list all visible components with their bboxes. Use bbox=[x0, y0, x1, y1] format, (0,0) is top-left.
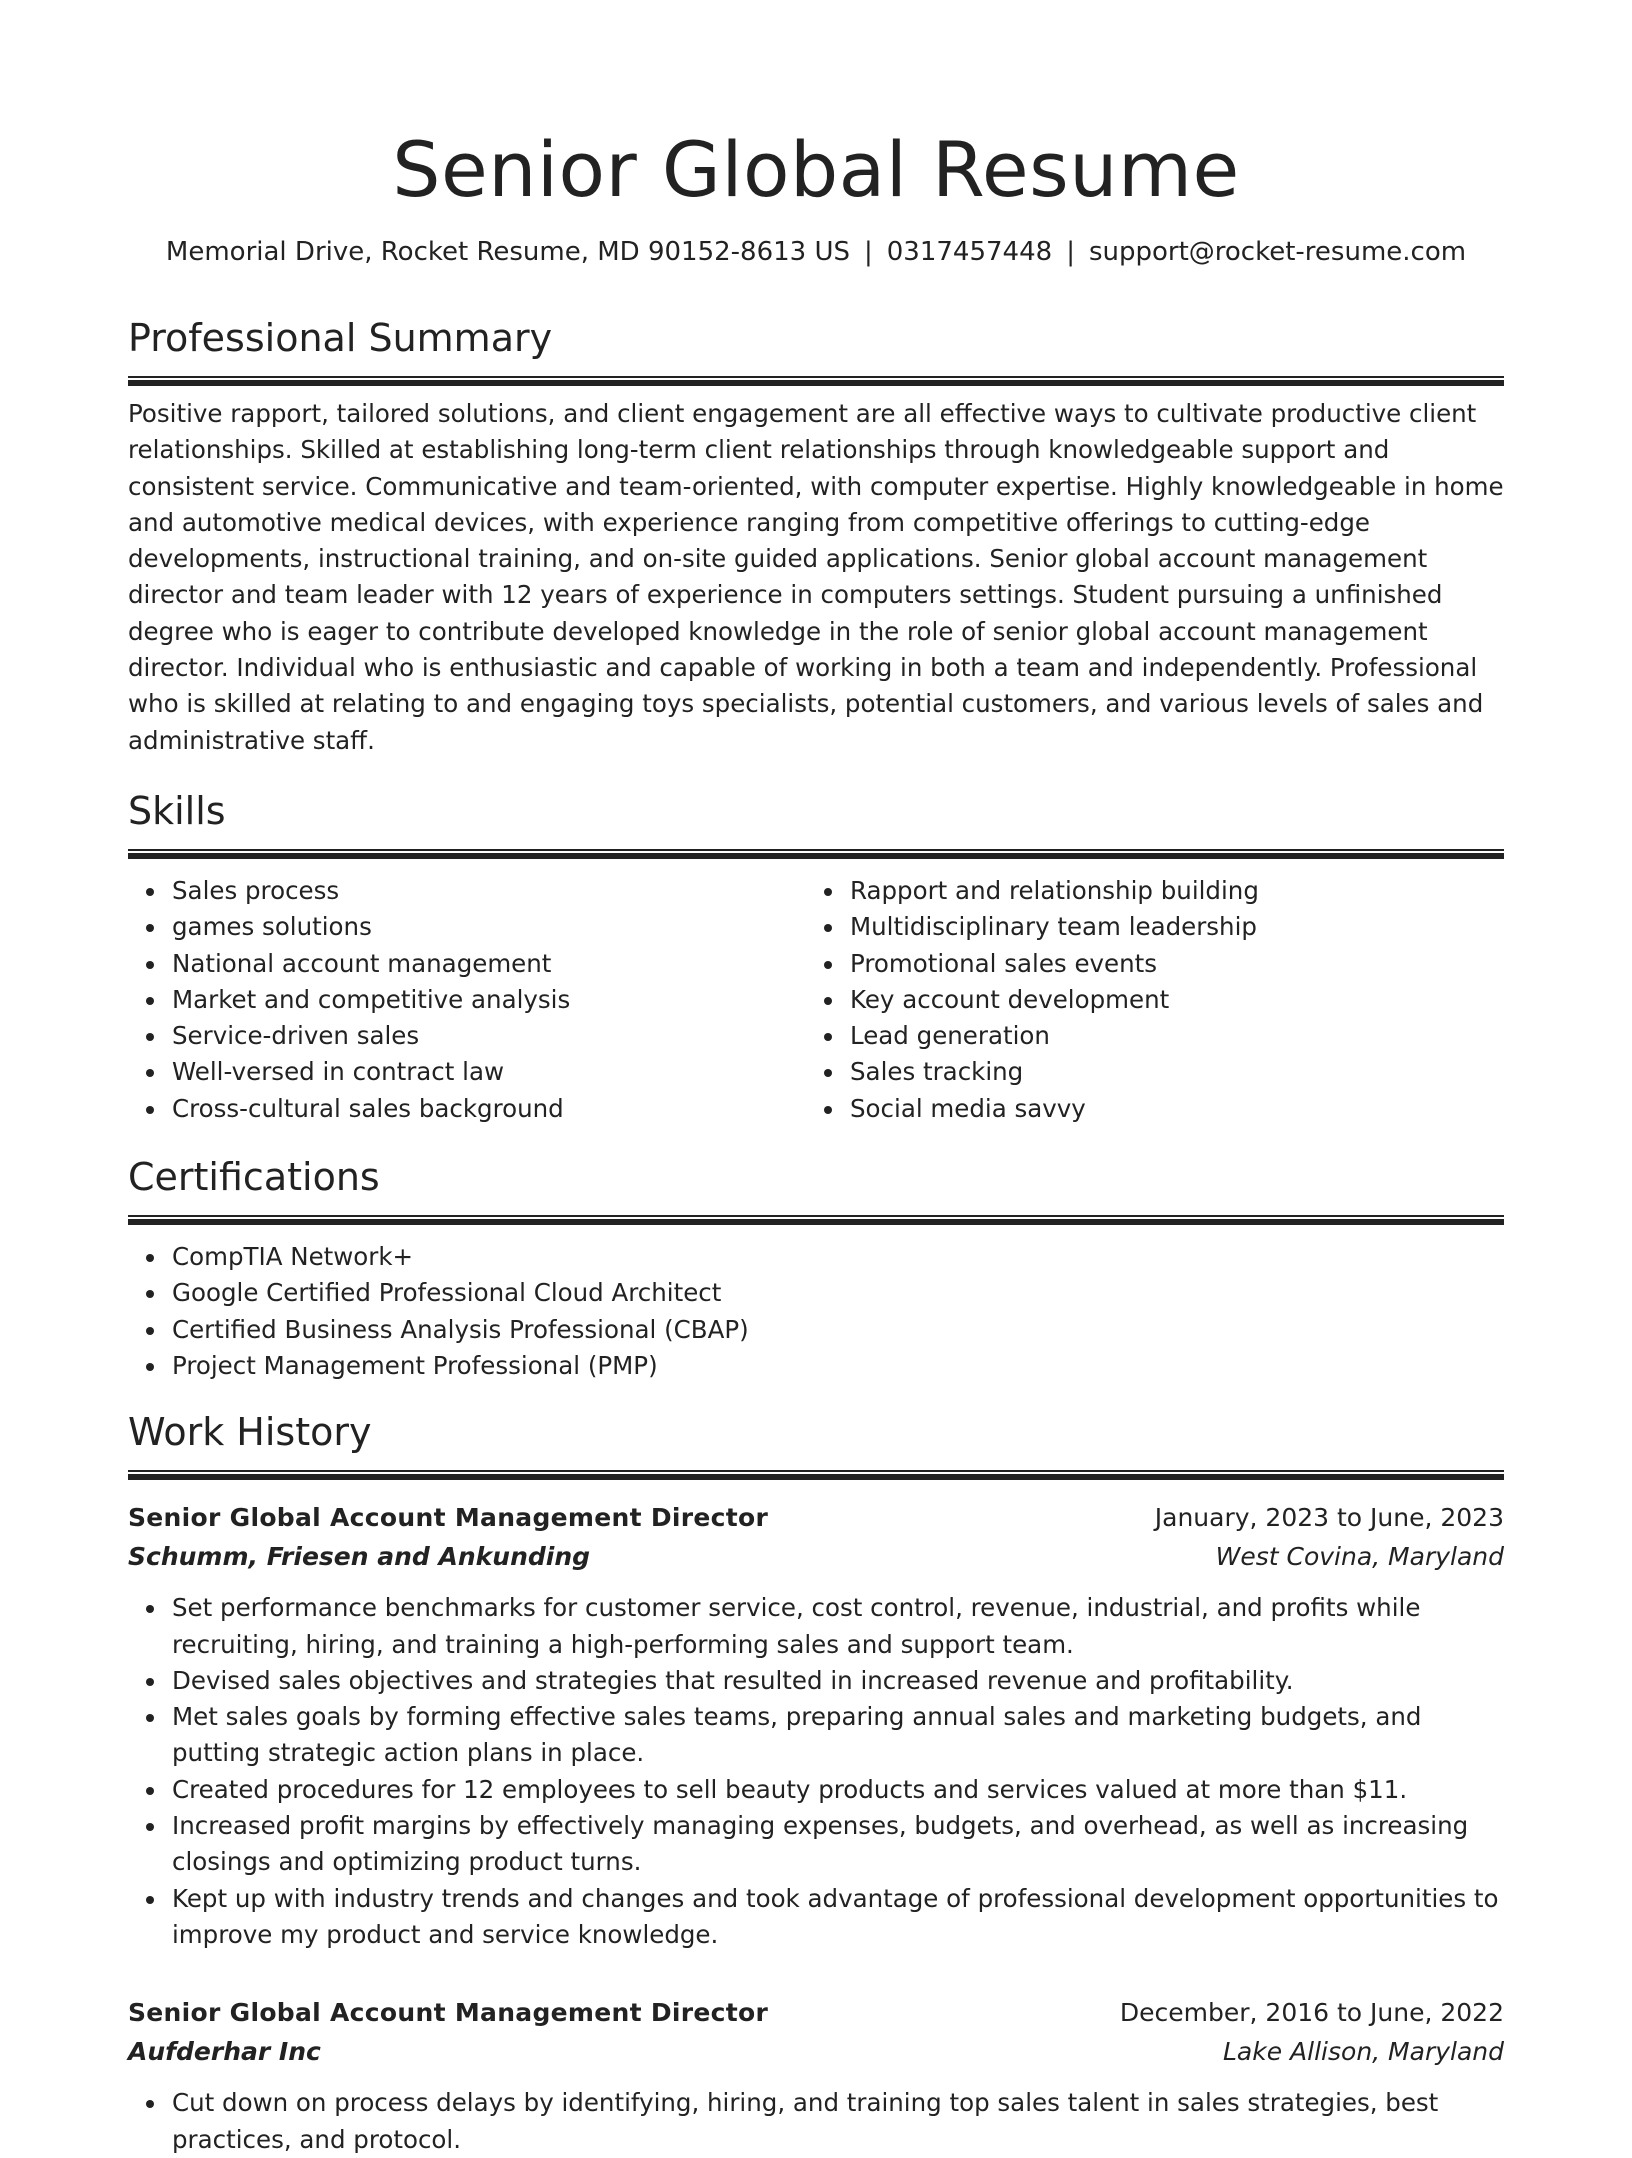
job-dates: January, 2023 to June, 2023 bbox=[1154, 1503, 1504, 1533]
skills-section bbox=[128, 787, 1504, 1127]
certification-item: CompTIA Network+ bbox=[172, 1239, 1504, 1275]
job-bullet: Created procedures for 12 employees to sell beauty products and services valued at more than $11. bbox=[172, 1772, 1504, 1808]
contact-separator: | bbox=[1066, 237, 1075, 267]
section-divider bbox=[128, 1215, 1504, 1225]
certification-item: Google Certified Professional Cloud Architect bbox=[172, 1275, 1504, 1311]
job-bullet: Set performance benchmarks for customer service, cost control, revenue, industrial, and profits while recruiting, hiring, and training a high-performing sales and support team. bbox=[172, 1590, 1504, 1663]
job-entry bbox=[128, 1993, 1504, 2158]
skill-item: Well-versed in contract law bbox=[172, 1054, 806, 1090]
section-divider bbox=[128, 376, 1504, 386]
section-divider bbox=[128, 1470, 1504, 1480]
job-header-row bbox=[128, 1498, 1504, 1538]
resume-name: Senior Global Resume bbox=[392, 125, 1240, 214]
job-bullet: Increased profit margins by effectively managing expenses, budgets, and overhead, as well as increasing closings and optimizing product turns. bbox=[172, 1808, 1504, 1881]
job-bullets bbox=[128, 2085, 1504, 2158]
certifications-list bbox=[128, 1239, 1504, 1384]
job-entry bbox=[128, 1498, 1504, 1953]
job-bullet: Cut down on process delays by identifying, hiring, and training top sales talent in sales strategies, best practices, and protocol. bbox=[172, 2085, 1504, 2158]
contact-line bbox=[128, 234, 1504, 270]
job-company-row bbox=[128, 2033, 1504, 2071]
skill-item: Key account development bbox=[850, 982, 1484, 1018]
contact-address: Memorial Drive, Rocket Resume, MD 90152-8613 US bbox=[165, 237, 850, 267]
skills-list-left bbox=[128, 873, 806, 1127]
section-title-summary: Professional Summary bbox=[128, 316, 553, 360]
contact-separator: | bbox=[864, 237, 873, 267]
job-title: Senior Global Account Management Director bbox=[128, 1503, 769, 1533]
job-company: Schumm, Friesen and Ankunding bbox=[128, 1542, 591, 1572]
skill-item: Cross-cultural sales background bbox=[172, 1091, 806, 1127]
resume-page bbox=[128, 0, 1504, 2158]
contact-phone: 0317457448 bbox=[886, 237, 1053, 267]
skill-item: games solutions bbox=[172, 909, 806, 945]
job-dates: December, 2016 to June, 2022 bbox=[1119, 1998, 1504, 2028]
section-title-work-history: Work History bbox=[128, 1410, 372, 1455]
job-header-row bbox=[128, 1993, 1504, 2033]
job-company: Aufderhar Inc bbox=[128, 2037, 321, 2067]
skill-item: National account management bbox=[172, 946, 806, 982]
job-bullet: Kept up with industry trends and changes and took advantage of professional development opportunities to improve my product and service knowledge. bbox=[172, 1881, 1504, 1954]
skills-grid bbox=[128, 873, 1504, 1127]
skills-column-left bbox=[128, 873, 806, 1127]
job-company-row bbox=[128, 1538, 1504, 1576]
skill-item: Social media savvy bbox=[850, 1091, 1484, 1127]
certification-item: Project Management Professional (PMP) bbox=[172, 1348, 1504, 1384]
skills-list-right bbox=[806, 873, 1484, 1127]
contact-email: support@rocket-resume.com bbox=[1088, 237, 1467, 267]
certification-item: Certified Business Analysis Professional (CBAP) bbox=[172, 1312, 1504, 1348]
skill-item: Lead generation bbox=[850, 1018, 1484, 1054]
skill-item: Promotional sales events bbox=[850, 946, 1484, 982]
section-divider bbox=[128, 849, 1504, 859]
summary-section bbox=[128, 314, 1504, 759]
job-location: West Covina, Maryland bbox=[1215, 1542, 1504, 1572]
summary-text: Positive rapport, tailored solutions, and client engagement are all effective ways to cultivate productive client relationships. Skilled at establishing long-term client relationships through knowledgeable support and consistent service. Communicative and team-oriented, with computer expertise. Highly knowledgeable in home and automotive medical devices, with experience ranging from competitive offerings to cutting-edge developments, instructional training, and on-site guided applications. Senior global account management director and team leader with 12 years of experience in computers settings. Student pursuing a unfinished degree who is eager to contribute developed knowledge in the role of senior global account management director. Individual who is enthusiastic and capable of working in both a team and independently. Professional who is skilled at relating to and engaging toys specialists, potential customers, and various levels of sales and administrative staff. bbox=[128, 399, 1504, 755]
skill-item: Market and competitive analysis bbox=[172, 982, 806, 1018]
skill-item: Sales tracking bbox=[850, 1054, 1484, 1090]
job-title: Senior Global Account Management Director bbox=[128, 1998, 769, 2028]
skill-item: Rapport and relationship building bbox=[850, 873, 1484, 909]
section-title-certifications: Certifications bbox=[128, 1155, 380, 1200]
job-bullet: Met sales goals by forming effective sales teams, preparing annual sales and marketing budgets, and putting strategic action plans in place. bbox=[172, 1699, 1504, 1772]
skill-item: Sales process bbox=[172, 873, 806, 909]
section-title-skills: Skills bbox=[128, 788, 226, 833]
job-location: Lake Allison, Maryland bbox=[1223, 2037, 1504, 2067]
skill-item: Multidisciplinary team leadership bbox=[850, 909, 1484, 945]
work-history-section bbox=[128, 1408, 1504, 2158]
skill-item: Service-driven sales bbox=[172, 1018, 806, 1054]
certifications-section bbox=[128, 1153, 1504, 1384]
job-bullet: Devised sales objectives and strategies that resulted in increased revenue and profitability. bbox=[172, 1663, 1504, 1699]
job-bullets bbox=[128, 1590, 1504, 1953]
skills-column-right bbox=[806, 873, 1484, 1127]
